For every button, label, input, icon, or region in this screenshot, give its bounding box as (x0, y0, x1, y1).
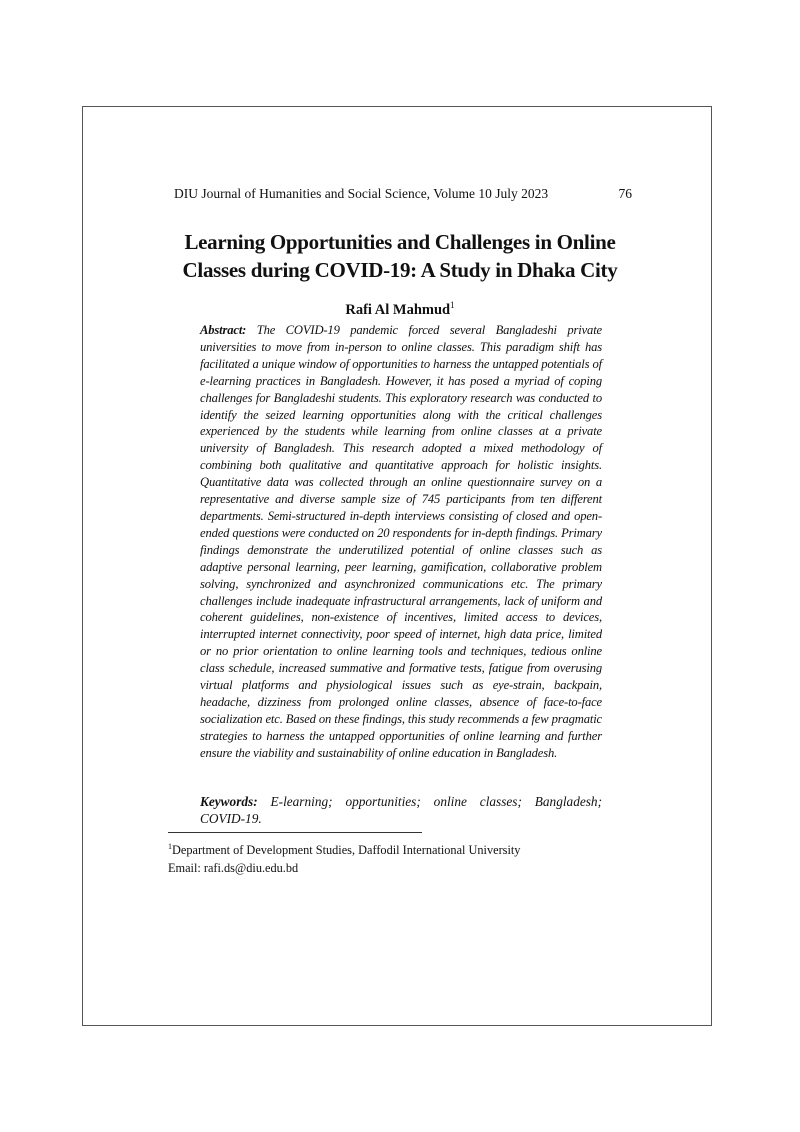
keywords-text: E-learning; opportunities; online classes; Bangladesh; COVID-19. (200, 794, 602, 826)
footnote (168, 841, 628, 877)
page-number: 76 (618, 186, 632, 201)
journal-name: DIU Journal of Humanities and Social Science, Volume 10 July 2023 (174, 186, 549, 201)
title-line-2: Classes during COVID-19: A Study in Dhaka City (182, 258, 618, 282)
title-line-1: Learning Opportunities and Challenges in Online (184, 230, 616, 254)
abstract-label: Abstract: (200, 323, 247, 337)
keywords (200, 793, 602, 827)
abstract (200, 322, 602, 762)
keywords-label: Keywords: (200, 794, 258, 809)
running-header (174, 186, 632, 202)
paper-title (150, 228, 650, 284)
footnote-rule (168, 832, 422, 833)
footnote-affiliation-line (168, 841, 628, 859)
author-footnote-mark: 1 (450, 300, 455, 311)
abstract-text: The COVID-19 pandemic forced several Bangladeshi private universities to move from in-person to online classes. This paradigm shift has facilitated a unique window of opportunities to harness the untapped potentials of e-learning practices in Bangladesh. However, it has posed a myriad of coping challenges for Bangladeshi students. This exploratory research was conducted to identify the seized learning opportunities along with the critical challenges experienced by the students while learning from online classes at a private university of Bangladesh. This research adopted a mixed methodology of combining both qualitative and quantitative approach for holistic insights. Quantitative data was collected through an online questionnaire survey on a representative and diverse sample size of 745 participants from ten different departments. Semi-structured in-depth interviews consisting of closed and open-ended questions were conducted on 20 respondents for in-depth findings. Primary findings demonstrate the underutilized potential of online classes such as adaptive personal learning, peer learning, gamification, collaborative problem solving, synchronized and asynchronized communications etc. The primary challenges include inadequate infrastructural arrangements, lack of uniform and coherent guidelines, non-existence of incentives, limited access to devices, interrupted internet connectivity, poor speed of internet, high data price, limited or no prior orientation to online learning tools and techniques, tedious online class schedule, increased summative and formative tests, fatigue from overusing virtual platforms and physiological issues such as eye-strain, backpain, headache, dizziness from prolonged online classes, absence of face-to-face socialization etc. Based on these findings, this study recommends a few pragmatic strategies to harness the untapped opportunities of online learning and further ensure the viability and sustainability of online education in Bangladesh. (200, 323, 602, 760)
footnote-email: Email: rafi.ds@diu.edu.bd (168, 861, 299, 875)
footnote-mark: 1 (168, 841, 172, 851)
author-line (200, 302, 600, 319)
author-name: Rafi Al Mahmud (345, 302, 451, 318)
footnote-affiliation: Department of Development Studies, Daffodil International University (172, 843, 521, 857)
